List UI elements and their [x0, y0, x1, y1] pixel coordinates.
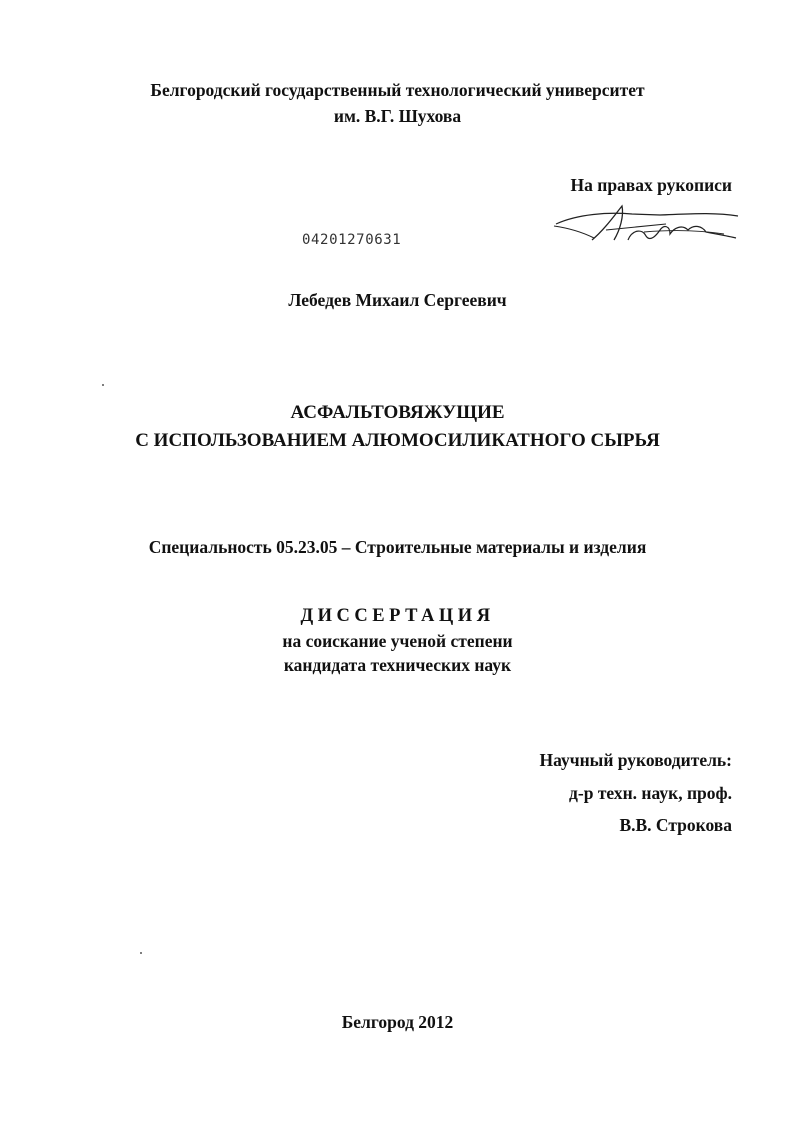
- supervisor-label: Научный руководитель:: [539, 750, 732, 770]
- scan-speck: [140, 952, 142, 954]
- thesis-title-line1: АСФАЛЬТОВЯЖУЩИЕ: [290, 402, 505, 423]
- university-name-line2: им. В.Г. Шухова: [333, 106, 462, 126]
- supervisor-name: В.В. Строкова: [619, 815, 732, 835]
- document-type-heading: ДИССЕРТАЦИЯ: [300, 606, 495, 626]
- author-name: Лебедев Михаил Сергеевич: [288, 290, 507, 310]
- city-year: Белгород 2012: [341, 1012, 454, 1032]
- supervisor-degree: д-р техн. наук, проф.: [569, 783, 732, 803]
- degree-level: кандидата технических наук: [283, 655, 512, 675]
- specialty: Специальность 05.23.05 – Строительные материалы и изделия: [148, 537, 647, 557]
- degree-purpose: на соискание ученой степени: [282, 631, 513, 651]
- signature-icon: [548, 200, 748, 252]
- serial-number: 04201270631: [302, 232, 402, 248]
- scan-speck: [102, 384, 104, 386]
- rights-note: На правах рукописи: [570, 175, 732, 195]
- university-name: Белгородский государственный технологический университет: [150, 80, 645, 100]
- thesis-title-line2: С ИСПОЛЬЗОВАНИЕМ АЛЮМОСИЛИКАТНОГО СЫРЬЯ: [135, 430, 660, 451]
